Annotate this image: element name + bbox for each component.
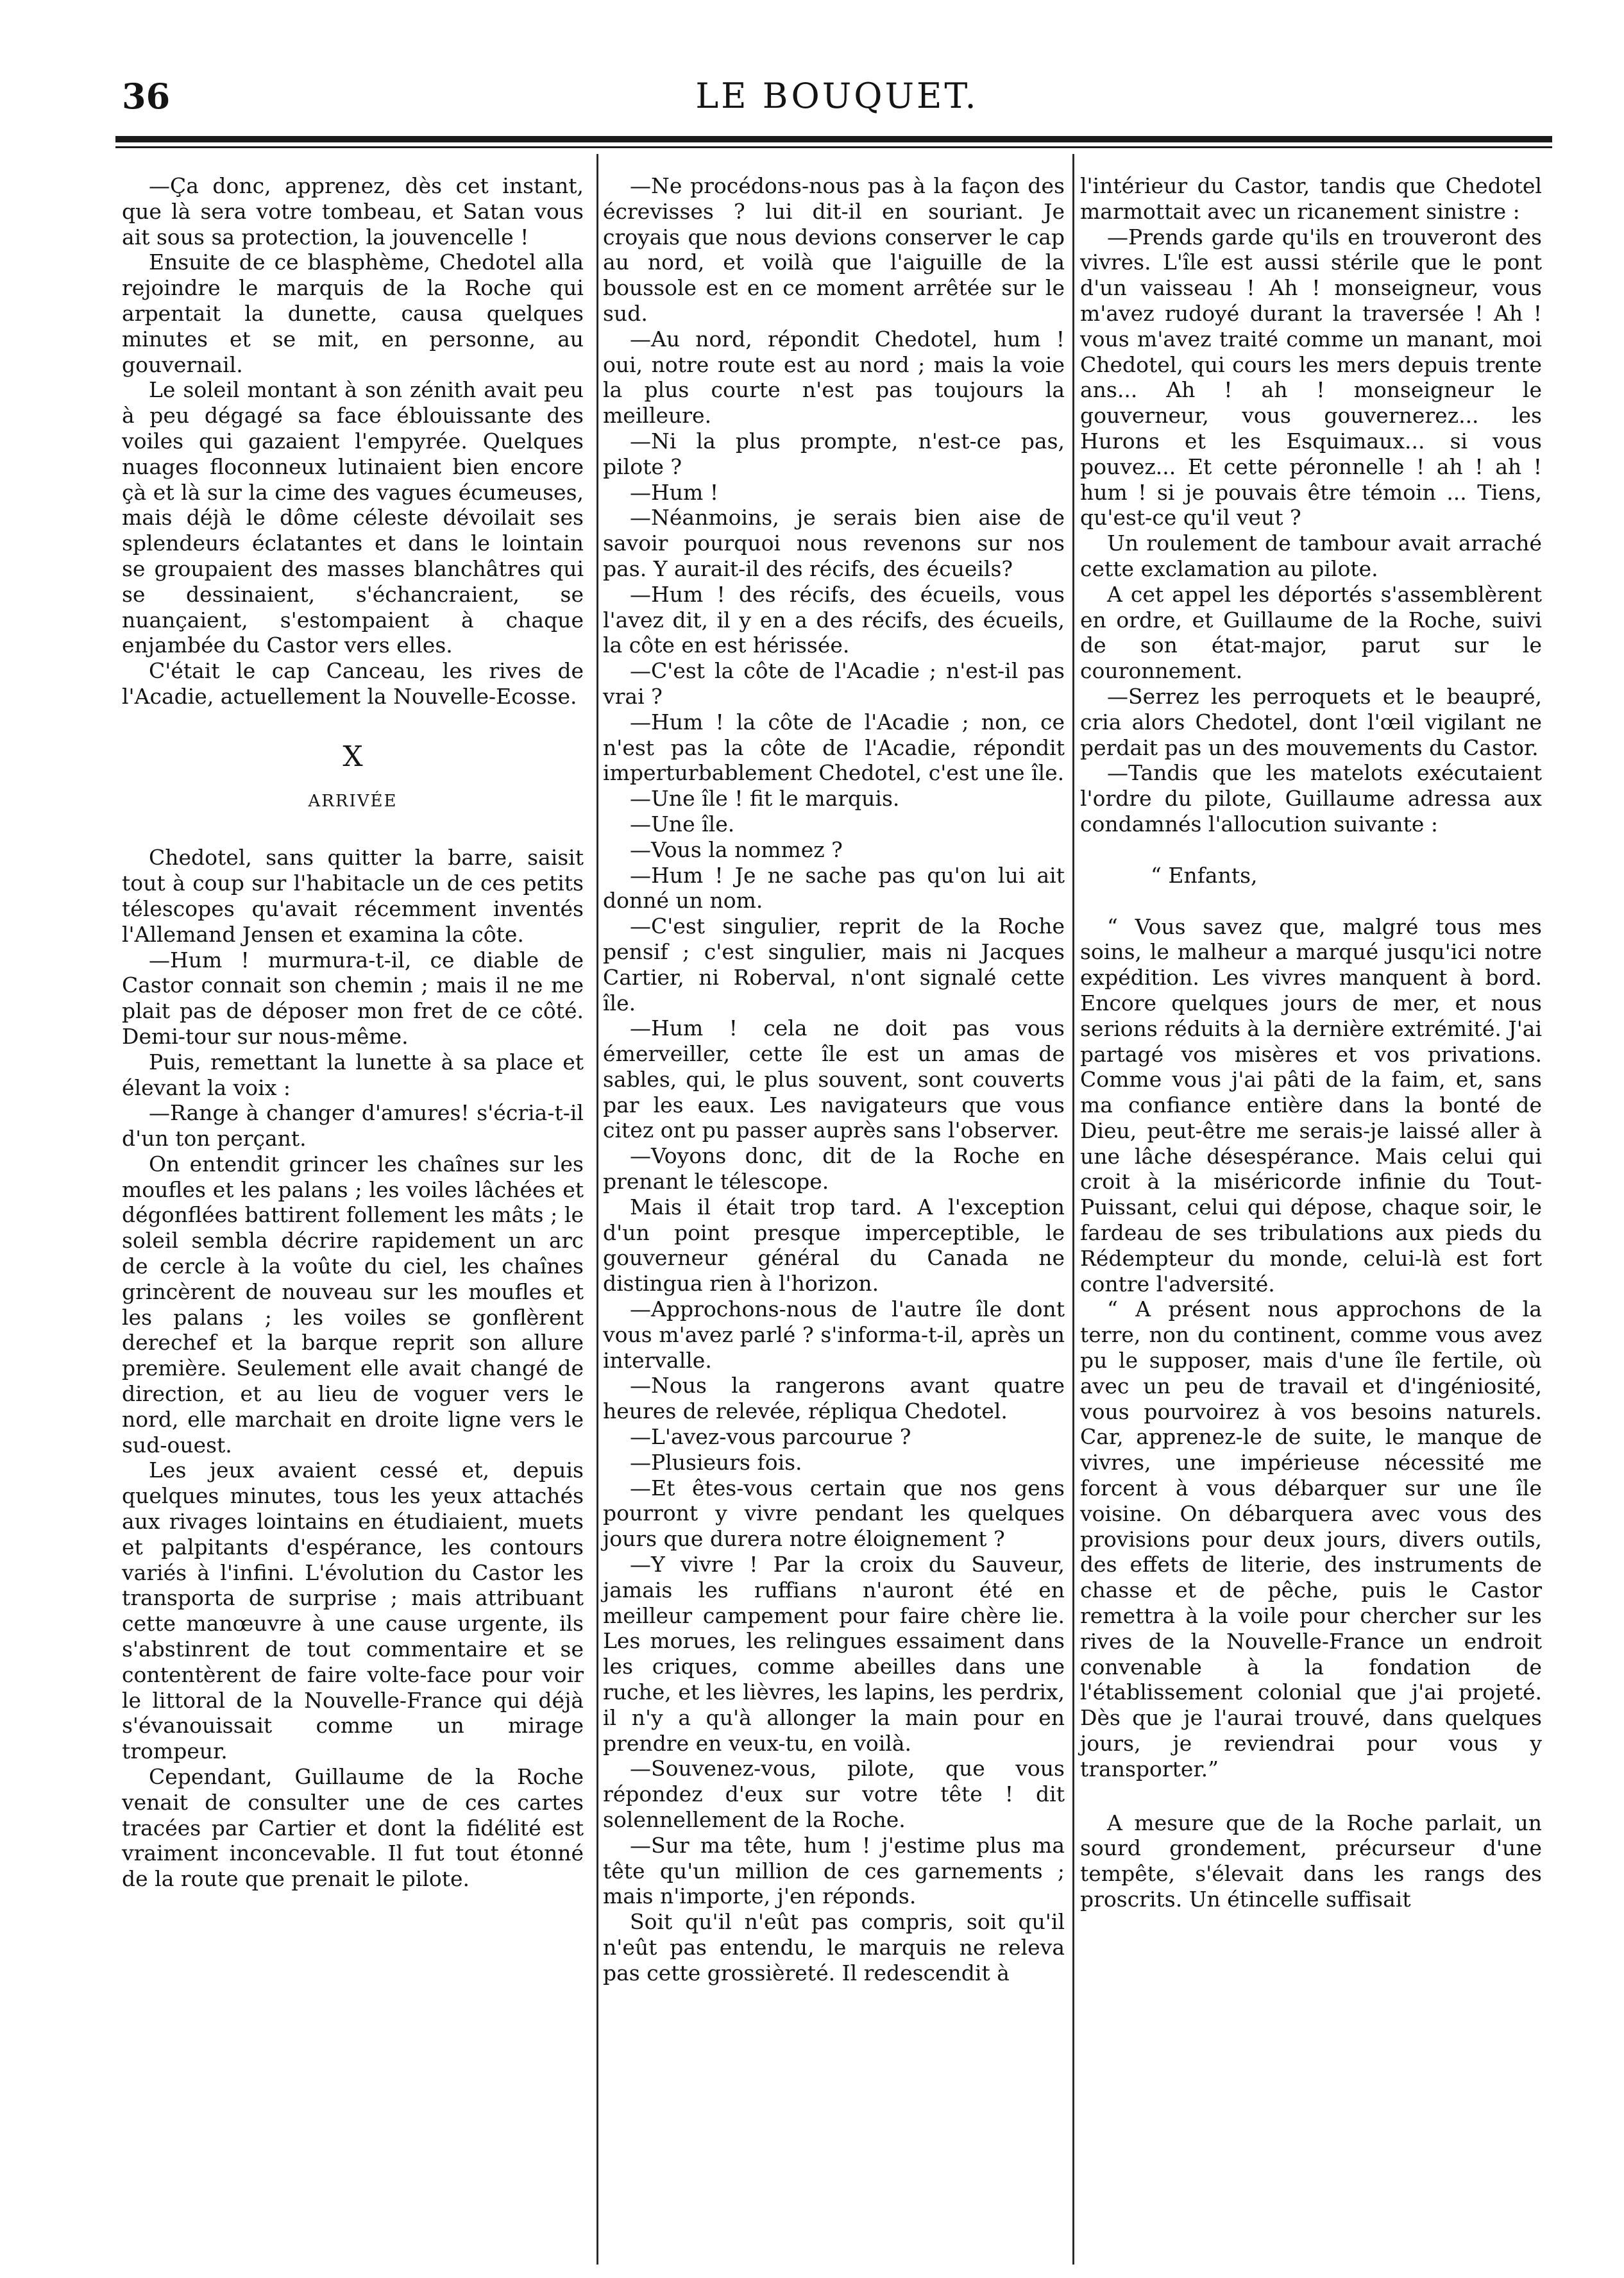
paragraph: —L'avez-vous parcourue ?	[630, 1424, 911, 1450]
paragraph: —Souvenez-vous, pilote, que vous répondez d'eux sur votre tête ! dit solennellement de la Roche.	[603, 1756, 1065, 1832]
paragraph: —Y vivre ! Par la croix du Sauveur, jamais les ruffians n'auront été en meilleur campement pour faire chère lie. Les morues, les relingues essaiment dans les criques, comme abeilles dans une ruche, et les lièvres, les lapins, les perdrix, il n'y a qu'à allonger la main pour en prendre en veux-tu, en voilà.	[603, 1552, 1065, 1756]
paragraph: —Tandis que les matelots exécutaient l'ordre du pilote, Guillaume adressa aux condamnés l'allocution suivante :	[1080, 760, 1542, 837]
paragraph: —C'est la côte de l'Acadie ; n'est-il pas vrai ?	[603, 658, 1065, 709]
speech-paragraph: “ Vous savez que, malgré tous mes soins, le malheur a marqué jusqu'ici notre expédition. Les vivres manquent à bord. Encore quelques jours de mer, et nous serions réduits à la dernière extrémité. J'ai partagé vos misères et vos privations. Comme vous j'ai pâti de la faim, et, sans ma confiance entière dans la bonté de Dieu, peut-être me serais-je laissé aller à une lâche désespérance. Mais celui qui croit à la miséricorde infinie du Tout-Puissant, celui qui dépose, chaque soir, le fardeau de ses tribulations aux pieds du Rédempteur du monde, celui-là est fort contre l'adversité.	[1080, 914, 1542, 1296]
speech-paragraph: “ A présent nous approchons de la terre, non du continent, comme vous avez pu le supposer, mais d'une île fertile, où avec un peu de travail et d'ingéniosité, vous pourvoirez à vos besoins naturels. Car, apprenez-le de suite, le manque de vivres, une impérieuse nécessité me forcent à vous débarquer sur une île voisine. On débarquera avec vous des provisions pour deux jours, divers outils, des effets de literie, des instruments de chasse et de pêche, puis le Castor remettra à la voile pour chercher sur les rives de la Nouvelle-France un endroit convenable à la fondation de l'établissement colonial que j'ai projeté. Dès que je l'aurai trouvé, dans quelques jours, je reviendrai pour vous y transporter.”	[1080, 1296, 1542, 1781]
paragraph: —Ne procédons-nous pas à la façon des écrevisses ? lui dit-il en souriant. Je croyais que nous devions conserver le cap au nord, et voilà que l'aiguille de la boussole est en ce moment arrêtée sur le sud.	[603, 173, 1065, 326]
paragraph: —Sur ma tête, hum ! j'estime plus ma tête qu'un million de ces garnements ; mais n'importe, j'en réponds.	[603, 1832, 1065, 1909]
paragraph: —Prends garde qu'ils en trouveront des vivres. L'île est aussi stérile que le pont d'un vaisseau ! Ah ! monseigneur, vous m'avez rudoyé durant la traversée ! Ah ! vous m'avez traité comme un manant, moi Chedotel, qui cours les mers depuis trente ans... Ah ! ah ! monseigneur le gouverneur, vous gouvernerez... les Hurons et les Esquimaux... si vous pouvez... Et cette péronnelle ! ah ! ah ! hum ! si je pouvais être témoin ... Tiens, qu'est-ce qu'il veut ?	[1080, 224, 1542, 531]
paragraph: —Néanmoins, je serais bien aise de savoir pourquoi nous revenons sur nos pas. Y aurait-il des récifs, des écueils?	[603, 505, 1065, 581]
text-column-3	[1080, 173, 1542, 1912]
paragraph: Le soleil montant à son zénith avait peu à peu dégagé sa face éblouissante des voiles qui gazaient l'empyrée. Quelques nuages floconneux lutinaient bien encore çà et là sur la cime des vagues écumeuses, mais déjà le dôme céleste dévoilait ses splendeurs éclatantes et dans le lointain se groupaient des masses blanchâtres qui se dessinaient, s'échancraient, se nuançaient, s'estompaient à chaque enjambée du Castor vers elles.	[122, 377, 584, 658]
paragraph: Ensuite de ce blasphème, Chedotel alla rejoindre le marquis de la Roche qui arpentait la dunette, causa quelques minutes et se mit, en personne, au gouvernail.	[122, 250, 584, 377]
text-column-2	[603, 173, 1065, 1986]
paragraph: Chedotel, sans quitter la barre, saisit tout à coup sur l'habitacle un de ces petits télescopes qu'avait récemment inventés l'Allemand Jensen et examina la côte.	[122, 845, 584, 947]
paragraph: A mesure que de la Roche parlait, un sourd grondement, précurseur d'une tempête, s'élevait dans les rangs des proscrits. Un étincelle suffisait	[1080, 1810, 1542, 1912]
paragraph: —Au nord, répondit Chedotel, hum ! oui, notre route est au nord ; mais la voie la plus courte n'est pas toujours la meilleure.	[603, 326, 1065, 429]
paragraph: —Serrez les perroquets et le beaupré, cria alors Chedotel, dont l'œil vigilant ne perdait pas un des mouvements du Castor.	[1080, 683, 1542, 760]
paragraph: C'était le cap Canceau, les rives de l'Acadie, actuellement la Nouvelle-Ecosse.	[122, 658, 584, 709]
paragraph: Puis, remettant la lunette à sa place et élevant la voix :	[122, 1049, 584, 1100]
column-divider	[596, 154, 598, 2265]
paragraph: Cependant, Guillaume de la Roche venait de consulter une de ces cartes tracées par Cartier et dont la fidélité est vraiment inconcevable. Il fut tout étonné de la route que prenait le pilote.	[122, 1764, 584, 1892]
paragraph: —Hum ! murmura-t-il, ce diable de Castor connait son chemin ; mais il ne me plait pas de déposer mon fret de ce côté. Demi-tour sur nous-même.	[122, 947, 584, 1049]
paragraph: —Hum ! Je ne sache pas qu'on lui ait donné un nom.	[603, 862, 1065, 914]
paragraph: Soit qu'il n'eût pas compris, soit qu'il n'eût pas entendu, le marquis ne releva pas cette grossièreté. Il redescendit à	[603, 1909, 1065, 1985]
paragraph: —Ça donc, apprenez, dès cet instant, que là sera votre tombeau, et Satan vous ait sous sa protection, la jouvencelle !	[122, 173, 584, 250]
page-header	[122, 76, 1552, 121]
paragraph: —Et êtes-vous certain que nos gens pourront y vivre pendant les quelques jours que durera notre éloignement ?	[603, 1475, 1065, 1552]
paragraph: —Une île.	[630, 811, 735, 837]
paragraph: —Hum ! la côte de l'Acadie ; non, ce n'est pas la côte de l'Acadie, répondit imperturbablement Chedotel, c'est une île.	[603, 709, 1065, 786]
paragraph: —Hum ! des récifs, des écueils, vous l'avez dit, il y en a des récifs, des écueils, la côte en est hérissée.	[603, 581, 1065, 658]
paragraph: Les jeux avaient cessé et, depuis quelques minutes, tous les yeux attachés aux rivages lointains en étudiaient, muets et palpitants d'espérance, les contours variés à l'infini. L'évolution du Castor les transporta de surprise ; mais attribuant cette manœuvre à une cause urgente, ils s'abstinrent de tout commentaire et se contentèrent de faire volte-face pour voir le littoral de la Nouvelle-France qui déjà s'évanouissait comme un mirage trompeur.	[122, 1458, 584, 1764]
paragraph: —C'est singulier, reprit de la Roche pensif ; c'est singulier, mais ni Jacques Cartier, ni Roberval, n'ont signalé cette île.	[603, 914, 1065, 1016]
paragraph: On entendit grincer les chaînes sur les moufles et les palans ; les voiles lâchées et dégonflées battirent follement les mâts ; le soleil sembla décrire rapidement un arc de cercle à la voûte du ciel, les chaînes grincèrent de nouveau sur les moufles et les palans ; les voiles se gonflèrent derechef et la barque reprit son allure première. Seulement elle avait changé de direction, et au lieu de voguer vers le nord, elle marchait en droite ligne vers le sud-ouest.	[122, 1151, 584, 1458]
header-rule	[115, 136, 1552, 142]
paragraph: —Hum !	[630, 479, 719, 505]
paragraph: Un roulement de tambour avait arraché cette exclamation au pilote.	[1080, 531, 1542, 581]
column-divider	[1072, 154, 1074, 2265]
section-title: ARRIVÉE	[308, 791, 398, 811]
text-column-1	[122, 173, 584, 1892]
paragraph: —Plusieurs fois.	[630, 1449, 802, 1475]
paragraph: Mais il était trop tard. A l'exception d'un point presque imperceptible, le gouverneur général du Canada ne distingua rien à l'horizon.	[603, 1194, 1065, 1296]
paragraph: l'intérieur du Castor, tandis que Chedotel marmottait avec un ricanement sinistre :	[1080, 173, 1542, 224]
paragraph: A cet appel les déportés s'assemblèrent en ordre, et Guillaume de la Roche, suivi de son état-major, parut sur le couronnement.	[1080, 581, 1542, 684]
header-rule-thin	[115, 146, 1552, 148]
paragraph: —Voyons donc, dit de la Roche en prenant le télescope.	[603, 1143, 1065, 1194]
paragraph: —Une île ! fit le marquis.	[630, 786, 900, 812]
paragraph: —Ni la plus prompte, n'est-ce pas, pilote ?	[603, 428, 1065, 479]
journal-title: LE BOUQUET.	[695, 76, 979, 116]
page-number: 36	[122, 76, 171, 117]
section-number: X	[343, 740, 363, 773]
paragraph: —Range à changer d'amures! s'écria-t-il d'un ton perçant.	[122, 1100, 584, 1152]
paragraph: —Nous la rangerons avant quatre heures de relevée, répliqua Chedotel.	[603, 1373, 1065, 1424]
paragraph: —Hum ! cela ne doit pas vous émerveiller, cette île est un amas de sables, qui, le plus souvent, sont couverts par les eaux. Les navigateurs que vous citez ont pu passer auprès sans l'observer.	[603, 1016, 1065, 1143]
paragraph: —Vous la nommez ?	[630, 837, 843, 862]
speech-salutation: “ Enfants,	[1151, 862, 1258, 888]
paragraph: —Approchons-nous de l'autre île dont vous m'avez parlé ? s'informa-t-il, après un intervalle.	[603, 1296, 1065, 1373]
